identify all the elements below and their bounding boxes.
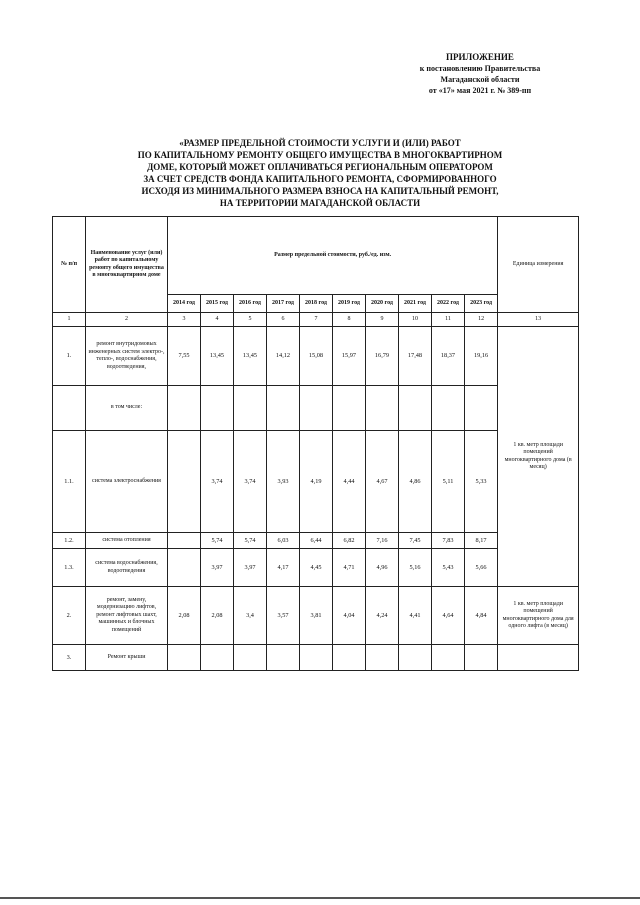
column-number: 10 — [399, 313, 432, 327]
price-cell: 2,08 — [201, 587, 234, 645]
price-cell: 3,97 — [201, 549, 234, 587]
price-cell: 13,45 — [201, 327, 234, 386]
row-name: Ремонт крыши — [86, 645, 168, 671]
price-cell — [267, 386, 300, 431]
price-cell: 15,97 — [333, 327, 366, 386]
price-cell: 16,79 — [366, 327, 399, 386]
year-header: 2016 год — [234, 295, 267, 313]
year-header: 2023 год — [465, 295, 498, 313]
year-header: 2018 год — [300, 295, 333, 313]
column-number: 8 — [333, 313, 366, 327]
column-number-row — [53, 313, 579, 327]
price-cell — [267, 645, 300, 671]
price-cell — [168, 645, 201, 671]
title-line: ПО КАПИТАЛЬНОМУ РЕМОНТУ ОБЩЕГО ИМУЩЕСТВА В МНОГОКВАРТИРНОМ — [137, 150, 503, 160]
appendix-line-2: Магаданской области — [440, 75, 520, 84]
price-cell: 3,74 — [234, 431, 267, 533]
price-cell: 8,17 — [465, 533, 498, 549]
price-cell: 6,82 — [333, 533, 366, 549]
price-cell — [465, 386, 498, 431]
price-cell: 3,93 — [267, 431, 300, 533]
row-name: в том числе: — [86, 386, 168, 431]
price-cell: 4,41 — [399, 587, 432, 645]
price-table — [52, 216, 579, 671]
table-row — [53, 327, 579, 386]
header-row — [53, 217, 579, 295]
appendix-title: ПРИЛОЖЕНИЕ — [446, 52, 514, 62]
price-cell: 4,64 — [432, 587, 465, 645]
price-cell: 2,08 — [168, 587, 201, 645]
title-line: ИСХОДЯ ИЗ МИНИМАЛЬНОГО РАЗМЕРА ВЗНОСА НА КАПИТАЛЬНЫЙ РЕМОНТ, — [141, 186, 499, 196]
price-cell — [432, 645, 465, 671]
row-number: 3. — [53, 645, 86, 671]
column-number: 5 — [234, 313, 267, 327]
price-cell: 7,16 — [366, 533, 399, 549]
header-num: № п/п — [53, 217, 86, 313]
price-cell: 7,83 — [432, 533, 465, 549]
row-number: 1.3. — [53, 549, 86, 587]
row-name: система водоснабжения, водоотведения — [86, 549, 168, 587]
price-cell: 4,67 — [366, 431, 399, 533]
price-cell — [399, 386, 432, 431]
year-header: 2014 год — [168, 295, 201, 313]
price-cell — [201, 386, 234, 431]
price-cell: 5,33 — [465, 431, 498, 533]
column-number: 1 — [53, 313, 86, 327]
price-cell: 6,44 — [300, 533, 333, 549]
price-cell — [201, 645, 234, 671]
price-cell: 3,4 — [234, 587, 267, 645]
price-cell: 5,74 — [201, 533, 234, 549]
price-cell — [432, 386, 465, 431]
row-number: 1.1. — [53, 431, 86, 533]
appendix-line-1: к постановлению Правительства — [419, 64, 541, 73]
price-cell — [168, 431, 201, 533]
row-name: ремонт внутридомовых инженерных систем электро-, тепло-, водоснабжения, водоотведения, — [86, 327, 168, 386]
price-cell: 4,44 — [333, 431, 366, 533]
price-cell: 5,11 — [432, 431, 465, 533]
column-number: 9 — [366, 313, 399, 327]
column-number: 6 — [267, 313, 300, 327]
price-cell — [366, 645, 399, 671]
year-header: 2017 год — [267, 295, 300, 313]
year-header: 2015 год — [201, 295, 234, 313]
price-cell: 3,74 — [201, 431, 234, 533]
price-cell: 5,43 — [432, 549, 465, 587]
price-cell: 4,04 — [333, 587, 366, 645]
price-cell: 4,96 — [366, 549, 399, 587]
price-cell: 3,57 — [267, 587, 300, 645]
price-cell: 15,08 — [300, 327, 333, 386]
price-cell — [300, 645, 333, 671]
column-number: 13 — [498, 313, 579, 327]
title-line: ДОМЕ, КОТОРЫЙ МОЖЕТ ОПЛАЧИВАТЬСЯ РЕГИОНАЛЬНЫМ ОПЕРАТОРОМ — [147, 162, 493, 172]
appendix-block — [380, 52, 580, 96]
price-cell: 4,24 — [366, 587, 399, 645]
title-line: НА ТЕРРИТОРИИ МАГАДАНСКОЙ ОБЛАСТИ — [219, 198, 421, 208]
column-number: 7 — [300, 313, 333, 327]
page-bottom-edge — [0, 897, 640, 899]
price-cell: 17,48 — [399, 327, 432, 386]
price-cell — [168, 386, 201, 431]
title-line: «РАЗМЕР ПРЕДЕЛЬНОЙ СТОИМОСТИ УСЛУГИ И (ИЛИ) РАБОТ — [179, 138, 461, 148]
column-number: 3 — [168, 313, 201, 327]
row-name: система отопления — [86, 533, 168, 549]
column-number: 4 — [201, 313, 234, 327]
row-number: 2. — [53, 587, 86, 645]
row-number: 1. — [53, 327, 86, 386]
year-header: 2020 год — [366, 295, 399, 313]
price-cell — [333, 645, 366, 671]
appendix-line-3: от «17» мая 2021 г. № 389-пп — [428, 86, 532, 95]
price-cell: 4,84 — [465, 587, 498, 645]
table-row — [53, 587, 579, 645]
price-cell: 4,45 — [300, 549, 333, 587]
price-cell: 4,19 — [300, 431, 333, 533]
price-cell: 13,45 — [234, 327, 267, 386]
price-cell — [333, 386, 366, 431]
header-unit: Единица измерения — [498, 217, 579, 313]
header-name: Наименование услуг (или) работ по капитальному ремонту общего имущества в многоквартирном доме — [86, 217, 168, 313]
price-cell — [465, 645, 498, 671]
price-cell: 4,71 — [333, 549, 366, 587]
header-price: Размер предельной стоимости, руб./ед. изм. — [168, 217, 498, 295]
price-cell: 7,45 — [399, 533, 432, 549]
year-header: 2022 год — [432, 295, 465, 313]
unit-cell — [498, 645, 579, 671]
row-name: ремонт, замену, модернизацию лифтов, ремонт лифтовых шахт, машинных и блочных помещений — [86, 587, 168, 645]
price-cell: 4,17 — [267, 549, 300, 587]
column-number: 11 — [432, 313, 465, 327]
price-cell: 4,86 — [399, 431, 432, 533]
year-header: 2019 год — [333, 295, 366, 313]
price-cell — [366, 386, 399, 431]
unit-cell: 1 кв. метр площади помещений многоквартирного дома для одного лифта (в месяц) — [498, 587, 579, 645]
price-cell: 14,12 — [267, 327, 300, 386]
price-cell — [168, 549, 201, 587]
price-cell: 3,97 — [234, 549, 267, 587]
document-title — [60, 137, 580, 209]
column-number: 12 — [465, 313, 498, 327]
price-cell — [300, 386, 333, 431]
price-cell — [234, 386, 267, 431]
price-cell — [168, 533, 201, 549]
unit-cell: 1 кв. метр площади помещений многоквартирного дома (в месяц) — [498, 327, 579, 587]
price-cell: 7,55 — [168, 327, 201, 386]
row-number — [53, 386, 86, 431]
price-cell: 5,74 — [234, 533, 267, 549]
row-name: система электроснабжения — [86, 431, 168, 533]
table-row — [53, 645, 579, 671]
price-cell: 6,03 — [267, 533, 300, 549]
price-cell: 5,16 — [399, 549, 432, 587]
price-cell — [399, 645, 432, 671]
column-number: 2 — [86, 313, 168, 327]
price-cell: 3,81 — [300, 587, 333, 645]
price-cell: 18,37 — [432, 327, 465, 386]
price-cell — [234, 645, 267, 671]
price-cell: 5,66 — [465, 549, 498, 587]
row-number: 1.2. — [53, 533, 86, 549]
year-header: 2021 год — [399, 295, 432, 313]
title-line: ЗА СЧЕТ СРЕДСТВ ФОНДА КАПИТАЛЬНОГО РЕМОНТА, СФОРМИРОВАННОГО — [143, 174, 497, 184]
price-cell: 19,16 — [465, 327, 498, 386]
